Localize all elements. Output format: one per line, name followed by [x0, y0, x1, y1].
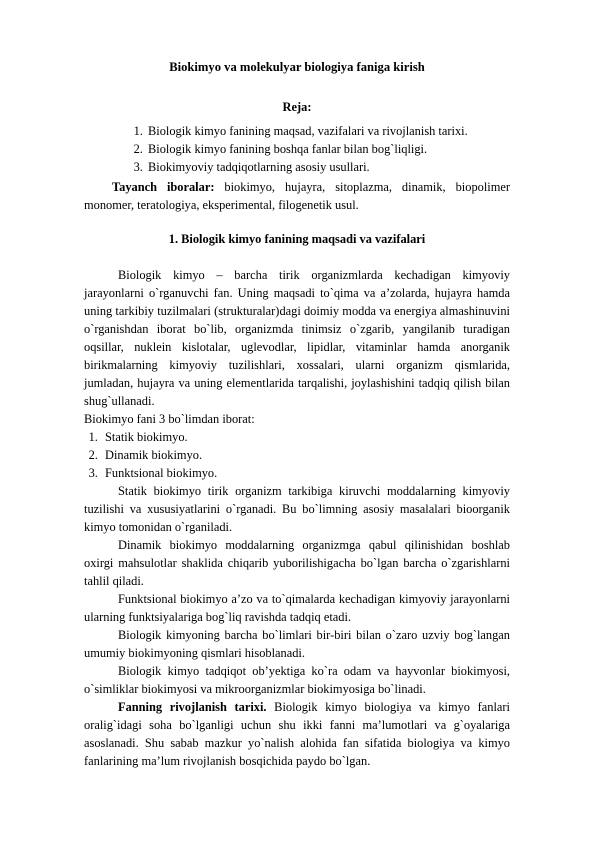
history-text: Biologik kimyo biologiya va kimyo fanlari oralig`idagi soha bo`lganligi uchun shu ikki fanni ma’lumotlari va g`oyalariga asoslanadi. Shu sabab mazkur yo`nalish alohida fan sifatida biologiya va kimyo fanlarining ma’lum rivojlanish bosqichida paydo bo`lgan. [84, 700, 510, 768]
plan-item: 2. Biologik kimyo fanining boshqa fanlar bilan bog`liqligi. [146, 140, 510, 158]
document-page [84, 58, 510, 770]
keywords-paragraph [84, 178, 510, 214]
plan-heading: Reja: [282, 100, 312, 114]
section-heading: 1. Biologik kimyo fanining maqsadi va vazifalari [168, 232, 426, 246]
dynamic-paragraph: Dinamik biokimyo moddalarning organizmga qabul qilinishidan boshlab oxirgi mahsulotlar shaklida chiqarib yuborilishigacha bo`lgan barcha o`zgarishlarni tahlil qiladi. [84, 538, 510, 588]
document-title: Biokimyo va molekulyar biologiya faniga kirish [169, 60, 425, 74]
plan-list [84, 122, 510, 176]
parts-item: 2. Dinamik biokimyo. [101, 446, 510, 464]
keywords-label: Tayanch iboralar: [112, 180, 215, 194]
plan-item: 1. Biologik kimyo fanining maqsad, vazifalari va rivojlanish tarixi. [146, 122, 510, 140]
connected-paragraph: Biologik kimyoning barcha bo`limlari bir-biri bilan o`zaro uzviy bog`langan umumiy biokimyoning qismlari hisoblanadi. [84, 628, 510, 660]
history-label: Fanning rivojlanish tarixi. [118, 700, 267, 714]
intro-paragraph: Biologik kimyo – barcha tirik organizmlarda kechadigan kimyoviy jarayonlarni o`rganuvchi fan. Uning maqsadi to`qima va a’zolarda, hujayra hamda uning tarkibiy tuzilmalari (strukturalar)dagi doimiy modda va energiya almashinuvini o`rganishdan iborat bo`lib, organizmda tinimsiz o`zgarib, yangilanib turadigan oqsillar, nuklein kislotalar, uglevodlar, lipidlar, vitaminlar hamda anorganik birikmalarning kimyoviy tuzilishlari, xossalari, ularni organizm qismlarida, jumladan, hujayra va uning elementlarida tarqalishi, joylashishini tadqiq qilish bilan shug`ullanadi. [84, 268, 510, 408]
parts-item: 3. Funktsional biokimyo. [101, 464, 510, 482]
functional-paragraph: Funktsional biokimyo a’zo va to`qimalarda kechadigan kimyoviy jarayonlarni ularning funktsiyalariga bog`liq ravishda tadqiq etadi. [84, 592, 510, 624]
plan-item: 3. Biokimyoviy tadqiqotlarning asosiy usullari. [146, 158, 510, 176]
keywords-text: biokimyo, hujayra, sitoplazma, dinamik, biopolimer monomer, teratologiya, eksperimental, filogenetik usul. [84, 180, 510, 212]
history-paragraph [84, 698, 510, 770]
split-paragraph: Biologik kimyo tadqiqot ob’yektiga ko`ra odam va hayvonlar biokimyosi, o`simliklar biokimyosi va mikroorganizmlar biokimyosiga bo`linadi. [84, 664, 510, 696]
parts-list [84, 428, 510, 482]
static-paragraph: Statik biokimyo tirik organizm tarkibiga kiruvchi moddalarning kimyoviy tuzilishi va xususiyatlarini o`rganadi. Bu bo`limning asosiy masalalari bioorganik kimyo tomonidan o`rganiladi. [84, 484, 510, 534]
parts-item: 1. Statik biokimyo. [101, 428, 510, 446]
parts-intro: Biokimyo fani 3 bo`limdan iborat: [84, 412, 255, 426]
